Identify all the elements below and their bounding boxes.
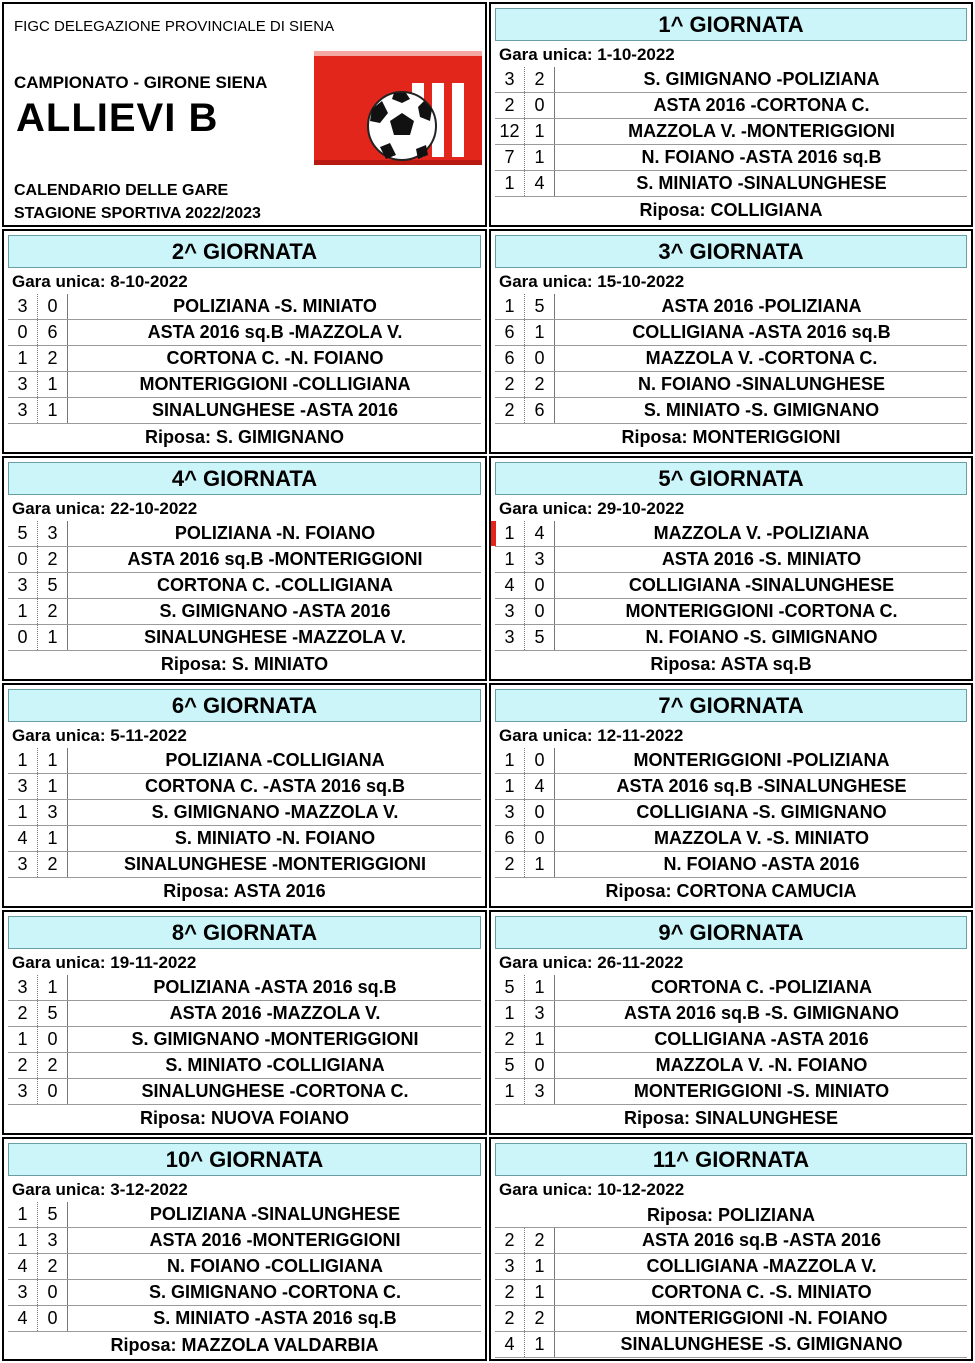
match-teams: N. FOIANO -ASTA 2016 — [663, 854, 860, 874]
match-row — [8, 800, 481, 826]
match-teams: COLLIGIANA -SINALUNGHESE — [628, 575, 895, 595]
match-teams: N. FOIANO -COLLIGIANA — [167, 1256, 383, 1276]
away-score: 2 — [525, 67, 555, 92]
giornata-title: 10^ GIORNATA — [8, 1143, 481, 1176]
away-score: 0 — [525, 1053, 555, 1078]
match-row — [495, 852, 967, 878]
match-list — [495, 1202, 967, 1358]
match-teams: MAZZOLA V. -S. MINIATO — [654, 828, 869, 848]
match-list — [495, 975, 967, 1131]
match-teams: MONTERIGGIONI -CORTONA C. — [625, 601, 898, 621]
home-score: 1 — [495, 294, 525, 319]
match-row — [495, 320, 967, 346]
match-row — [495, 975, 967, 1001]
away-score: 2 — [38, 852, 68, 877]
away-score: 2 — [38, 1053, 68, 1078]
away-score: 1 — [525, 119, 555, 144]
home-score: 2 — [495, 398, 525, 423]
match-row — [8, 1306, 481, 1332]
away-score: 4 — [525, 774, 555, 799]
match-row — [8, 599, 481, 625]
away-score: 1 — [38, 826, 68, 851]
match-teams: CORTONA C. -ASTA 2016 sq.B — [144, 776, 406, 796]
away-score: 1 — [38, 372, 68, 397]
match-row — [8, 294, 481, 320]
match-row — [8, 852, 481, 878]
match-row — [495, 145, 967, 171]
giornata-title: 7^ GIORNATA — [495, 689, 967, 722]
category-title: ALLIEVI B — [16, 96, 219, 140]
match-teams: SINALUNGHESE -CORTONA C. — [141, 1081, 409, 1101]
match-teams: ASTA 2016 sq.B -ASTA 2016 — [641, 1230, 882, 1250]
away-score: 1 — [38, 625, 68, 650]
away-score: 6 — [525, 398, 555, 423]
giornata-title: 8^ GIORNATA — [8, 916, 481, 949]
match-teams: ASTA 2016 sq.B -MAZZOLA V. — [147, 322, 403, 342]
giornata-title: 1^ GIORNATA — [495, 8, 967, 41]
home-score: 3 — [8, 975, 38, 1000]
giornata-title: 9^ GIORNATA — [495, 916, 967, 949]
away-score: 2 — [38, 599, 68, 624]
match-list — [495, 67, 967, 223]
match-row — [495, 800, 967, 826]
riposa-label: Riposa: ASTA 2016 — [163, 881, 326, 901]
match-row — [8, 1027, 481, 1053]
match-row — [495, 372, 967, 398]
home-score: 3 — [8, 294, 38, 319]
home-score: 5 — [495, 975, 525, 1000]
match-row — [495, 1228, 967, 1254]
match-date: Gara unica: 3-12-2022 — [12, 1180, 188, 1199]
match-list — [495, 521, 967, 677]
riposa-label: Riposa: MAZZOLA VALDARBIA — [110, 1335, 379, 1355]
riposa-label: Riposa: POLIZIANA — [495, 1202, 967, 1228]
match-row — [495, 573, 967, 599]
match-teams: MAZZOLA V. -N. FOIANO — [655, 1055, 868, 1075]
match-row — [8, 398, 481, 424]
away-score: 4 — [525, 521, 555, 546]
home-score: 1 — [8, 346, 38, 371]
match-teams: COLLIGIANA -ASTA 2016 — [654, 1029, 869, 1049]
away-score: 1 — [525, 1027, 555, 1052]
match-teams: COLLIGIANA -ASTA 2016 sq.B — [632, 322, 891, 342]
match-list — [8, 521, 481, 677]
giornata-11-block — [489, 1137, 973, 1361]
match-teams: N. FOIANO -ASTA 2016 sq.B — [641, 147, 882, 167]
giornata-title: 2^ GIORNATA — [8, 235, 481, 268]
home-score: 4 — [495, 1332, 525, 1357]
match-teams: N. FOIANO -SINALUNGHESE — [637, 374, 885, 394]
away-score: 1 — [38, 774, 68, 799]
away-score: 3 — [525, 1079, 555, 1104]
home-score: 3 — [8, 1280, 38, 1305]
home-score: 0 — [8, 547, 38, 572]
giornata-3-block — [489, 229, 973, 454]
home-score: 3 — [8, 852, 38, 877]
home-score: 3 — [8, 372, 38, 397]
match-row — [495, 826, 967, 852]
match-row — [8, 320, 481, 346]
match-row — [8, 748, 481, 774]
match-row — [495, 625, 967, 651]
riposa-label: Riposa: S. GIMIGNANO — [144, 427, 344, 447]
match-date: Gara unica: 15-10-2022 — [499, 272, 685, 291]
match-teams: MAZZOLA V. -CORTONA C. — [645, 348, 878, 368]
match-teams: ASTA 2016 -S. MINIATO — [661, 549, 862, 569]
giornata-1-block — [489, 2, 973, 227]
match-teams: S. MINIATO -N. FOIANO — [174, 828, 376, 848]
away-score: 1 — [525, 852, 555, 877]
away-score: 0 — [38, 1280, 68, 1305]
match-row — [495, 748, 967, 774]
away-score: 0 — [525, 573, 555, 598]
away-score: 2 — [38, 1254, 68, 1279]
match-row — [495, 398, 967, 424]
match-teams: ASTA 2016 -MONTERIGGIONI — [149, 1230, 401, 1250]
home-score: 6 — [495, 320, 525, 345]
away-score: 3 — [38, 1228, 68, 1253]
home-score: 1 — [8, 1228, 38, 1253]
match-teams: POLIZIANA -ASTA 2016 sq.B — [153, 977, 397, 997]
away-score: 0 — [525, 599, 555, 624]
match-row — [495, 774, 967, 800]
away-score: 1 — [38, 748, 68, 773]
home-score: 3 — [495, 1254, 525, 1279]
away-score: 2 — [525, 372, 555, 397]
match-teams: S. MINIATO -SINALUNGHESE — [636, 173, 887, 193]
away-score: 0 — [38, 294, 68, 319]
home-score: 2 — [495, 852, 525, 877]
match-row — [8, 1202, 481, 1228]
calendar-caption — [14, 179, 261, 225]
home-score: 3 — [8, 1079, 38, 1104]
match-row — [8, 1280, 481, 1306]
away-score: 3 — [38, 800, 68, 825]
match-row — [495, 1027, 967, 1053]
match-list — [8, 1202, 481, 1358]
home-score: 1 — [495, 1001, 525, 1026]
away-score: 3 — [525, 547, 555, 572]
home-score: 2 — [495, 1280, 525, 1305]
home-score: 2 — [495, 372, 525, 397]
match-row — [495, 171, 967, 197]
match-list — [495, 748, 967, 904]
home-score: 1 — [495, 171, 525, 196]
home-score: 3 — [495, 599, 525, 624]
home-score: 2 — [495, 1228, 525, 1253]
home-score: 3 — [495, 625, 525, 650]
giornata-title: 5^ GIORNATA — [495, 462, 967, 495]
giornata-5-block — [489, 456, 973, 681]
match-date: Gara unica: 1-10-2022 — [499, 45, 675, 64]
match-teams: POLIZIANA -COLLIGIANA — [165, 750, 385, 770]
home-score: 5 — [8, 521, 38, 546]
match-date: Gara unica: 10-12-2022 — [499, 1180, 685, 1199]
match-teams: MAZZOLA V. -POLIZIANA — [653, 523, 870, 543]
home-score: 3 — [8, 398, 38, 423]
match-row — [8, 1228, 481, 1254]
match-teams: S. GIMIGNANO -ASTA 2016 — [159, 601, 391, 621]
home-score: 3 — [495, 67, 525, 92]
giornata-title: 3^ GIORNATA — [495, 235, 967, 268]
match-teams: S. GIMIGNANO -POLIZIANA — [643, 69, 880, 89]
match-row — [8, 1254, 481, 1280]
match-row — [495, 1306, 967, 1332]
home-score: 1 — [495, 1079, 525, 1104]
match-teams: ASTA 2016 sq.B -S. GIMIGNANO — [623, 1003, 900, 1023]
riposa-label: Riposa: SINALUNGHESE — [623, 1108, 839, 1128]
match-teams: SINALUNGHESE -ASTA 2016 — [151, 400, 399, 420]
away-score: 0 — [38, 1306, 68, 1331]
home-score: 3 — [8, 774, 38, 799]
away-score: 5 — [525, 625, 555, 650]
match-row — [495, 67, 967, 93]
match-row — [495, 547, 967, 573]
giornata-6-block — [2, 683, 487, 908]
home-score: 5 — [495, 1053, 525, 1078]
match-row — [495, 1001, 967, 1027]
match-teams: POLIZIANA -SINALUNGHESE — [149, 1204, 401, 1224]
soccer-ball-logo-icon — [314, 51, 482, 165]
federation-label: FIGC DELEGAZIONE PROVINCIALE DI SIENA — [14, 18, 335, 35]
match-date: Gara unica: 26-11-2022 — [499, 953, 684, 972]
match-list — [8, 294, 481, 450]
match-date: Gara unica: 22-10-2022 — [12, 499, 198, 518]
away-score: 0 — [525, 826, 555, 851]
match-teams: S. GIMIGNANO -MAZZOLA V. — [151, 802, 399, 822]
giornata-9-block — [489, 910, 973, 1135]
match-row — [495, 1332, 967, 1358]
home-score: 1 — [8, 1202, 38, 1227]
match-row — [8, 372, 481, 398]
home-score: 1 — [8, 748, 38, 773]
match-date: Gara unica: 12-11-2022 — [499, 726, 684, 745]
match-list — [495, 294, 967, 450]
home-score: 1 — [495, 521, 525, 546]
home-score: 2 — [495, 1027, 525, 1052]
home-score: 3 — [8, 573, 38, 598]
giornata-7-block — [489, 683, 973, 908]
match-teams: ASTA 2016 sq.B -MONTERIGGIONI — [127, 549, 423, 569]
match-row — [495, 1254, 967, 1280]
match-row — [495, 346, 967, 372]
away-score: 2 — [38, 346, 68, 371]
match-teams: POLIZIANA -N. FOIANO — [174, 523, 376, 543]
home-score: 1 — [495, 748, 525, 773]
away-score: 1 — [525, 320, 555, 345]
giornata-2-block — [2, 229, 487, 454]
home-score: 7 — [495, 145, 525, 170]
match-teams: N. FOIANO -S. GIMIGNANO — [645, 627, 878, 647]
match-date: Gara unica: 8-10-2022 — [12, 272, 188, 291]
match-teams: ASTA 2016 -MAZZOLA V. — [169, 1003, 381, 1023]
match-row — [8, 1001, 481, 1027]
giornata-title: 11^ GIORNATA — [495, 1143, 967, 1176]
match-row — [495, 599, 967, 625]
home-score: 1 — [8, 800, 38, 825]
away-score: 3 — [525, 1001, 555, 1026]
away-score: 5 — [525, 294, 555, 319]
away-score: 1 — [38, 398, 68, 423]
match-teams: CORTONA C. -N. FOIANO — [166, 348, 384, 368]
championship-label: CAMPIONATO - GIRONE SIENA — [14, 73, 268, 92]
home-score: 4 — [8, 826, 38, 851]
match-teams: SINALUNGHESE -MAZZOLA V. — [144, 627, 406, 647]
away-score: 0 — [38, 1079, 68, 1104]
match-teams: S. GIMIGNANO -CORTONA C. — [149, 1282, 401, 1302]
match-teams: S. MINIATO -S. GIMIGNANO — [643, 400, 880, 420]
match-date: Gara unica: 5-11-2022 — [12, 726, 187, 745]
calendar-line-1: CALENDARIO DELLE GARE — [14, 182, 229, 199]
match-teams: MONTERIGGIONI -S. MINIATO — [633, 1081, 890, 1101]
match-row — [495, 119, 967, 145]
home-score: 4 — [495, 573, 525, 598]
match-row — [8, 521, 481, 547]
match-row — [8, 625, 481, 651]
home-score: 1 — [495, 774, 525, 799]
match-teams: CORTONA C. -S. MINIATO — [651, 1282, 872, 1302]
match-row — [8, 573, 481, 599]
riposa-label: Riposa: COLLIGIANA — [639, 200, 823, 220]
match-row — [8, 975, 481, 1001]
riposa-label: Riposa: CORTONA CAMUCIA — [605, 881, 857, 901]
giornata-4-block — [2, 456, 487, 681]
away-score: 0 — [525, 346, 555, 371]
away-score: 5 — [38, 573, 68, 598]
home-score: 0 — [8, 320, 38, 345]
riposa-label: Riposa: ASTA sq.B — [650, 654, 812, 674]
home-score: 4 — [8, 1254, 38, 1279]
header-block — [2, 2, 487, 227]
match-row — [495, 294, 967, 320]
match-teams: MONTERIGGIONI -N. FOIANO — [635, 1308, 888, 1328]
away-score: 1 — [525, 1254, 555, 1279]
riposa-label: Riposa: S. MINIATO — [160, 654, 329, 674]
match-teams: COLLIGIANA -MAZZOLA V. — [646, 1256, 877, 1276]
away-score: 0 — [525, 93, 555, 118]
away-score: 3 — [38, 521, 68, 546]
away-score: 5 — [38, 1202, 68, 1227]
match-row — [8, 346, 481, 372]
away-score: 2 — [525, 1306, 555, 1331]
match-row — [495, 521, 967, 547]
home-score: 1 — [495, 547, 525, 572]
home-score: 12 — [495, 119, 525, 144]
match-list — [8, 975, 481, 1131]
match-list — [8, 748, 481, 904]
home-score: 3 — [495, 800, 525, 825]
home-score: 4 — [8, 1306, 38, 1331]
away-score: 0 — [38, 1027, 68, 1052]
away-score: 2 — [38, 547, 68, 572]
riposa-label: Riposa: MONTERIGGIONI — [621, 427, 841, 447]
match-teams: ASTA 2016 -CORTONA C. — [653, 95, 870, 115]
home-score: 0 — [8, 625, 38, 650]
home-score: 2 — [8, 1053, 38, 1078]
home-score: 2 — [495, 1306, 525, 1331]
home-score: 2 — [8, 1001, 38, 1026]
away-score: 6 — [38, 320, 68, 345]
match-date: Gara unica: 19-11-2022 — [12, 953, 197, 972]
giornata-title: 6^ GIORNATA — [8, 689, 481, 722]
match-row — [8, 826, 481, 852]
match-teams: S. MINIATO -COLLIGIANA — [165, 1055, 385, 1075]
match-row — [495, 1280, 967, 1306]
match-teams: MAZZOLA V. -MONTERIGGIONI — [628, 121, 895, 141]
match-row — [495, 1053, 967, 1079]
match-teams: SINALUNGHESE -S. GIMIGNANO — [620, 1334, 903, 1354]
match-teams: S. MINIATO -ASTA 2016 sq.B — [153, 1308, 397, 1328]
match-row — [8, 774, 481, 800]
home-score: 6 — [495, 346, 525, 371]
riposa-label: Riposa: NUOVA FOIANO — [139, 1108, 349, 1128]
match-teams: MONTERIGGIONI -COLLIGIANA — [139, 374, 411, 394]
away-score: 2 — [525, 1228, 555, 1253]
match-teams: ASTA 2016 sq.B -SINALUNGHESE — [616, 776, 907, 796]
match-row — [495, 93, 967, 119]
match-row — [495, 1079, 967, 1105]
match-teams: MONTERIGGIONI -POLIZIANA — [633, 750, 890, 770]
home-score: 2 — [495, 93, 525, 118]
match-teams: CORTONA C. -COLLIGIANA — [157, 575, 393, 595]
away-score: 1 — [525, 145, 555, 170]
away-score: 1 — [38, 975, 68, 1000]
match-teams: ASTA 2016 -POLIZIANA — [661, 296, 862, 316]
away-score: 1 — [525, 1332, 555, 1357]
calendar-line-2: STAGIONE SPORTIVA 2022/2023 — [14, 205, 261, 222]
match-row — [8, 1079, 481, 1105]
giornata-8-block — [2, 910, 487, 1135]
home-score: 1 — [8, 599, 38, 624]
away-score: 5 — [38, 1001, 68, 1026]
match-row — [8, 547, 481, 573]
match-teams: S. GIMIGNANO -MONTERIGGIONI — [131, 1029, 419, 1049]
match-teams: POLIZIANA -S. MINIATO — [173, 296, 377, 316]
home-score: 1 — [8, 1027, 38, 1052]
home-score: 6 — [495, 826, 525, 851]
match-teams: COLLIGIANA -S. GIMIGNANO — [636, 802, 887, 822]
away-score: 4 — [525, 171, 555, 196]
match-teams: CORTONA C. -POLIZIANA — [651, 977, 872, 997]
match-row — [8, 1053, 481, 1079]
away-score: 0 — [525, 748, 555, 773]
match-teams: SINALUNGHESE -MONTERIGGIONI — [123, 854, 426, 874]
away-score: 1 — [525, 975, 555, 1000]
giornata-10-block — [2, 1137, 487, 1361]
match-date: Gara unica: 29-10-2022 — [499, 499, 685, 518]
giornata-title: 4^ GIORNATA — [8, 462, 481, 495]
away-score: 0 — [525, 800, 555, 825]
away-score: 1 — [525, 1280, 555, 1305]
